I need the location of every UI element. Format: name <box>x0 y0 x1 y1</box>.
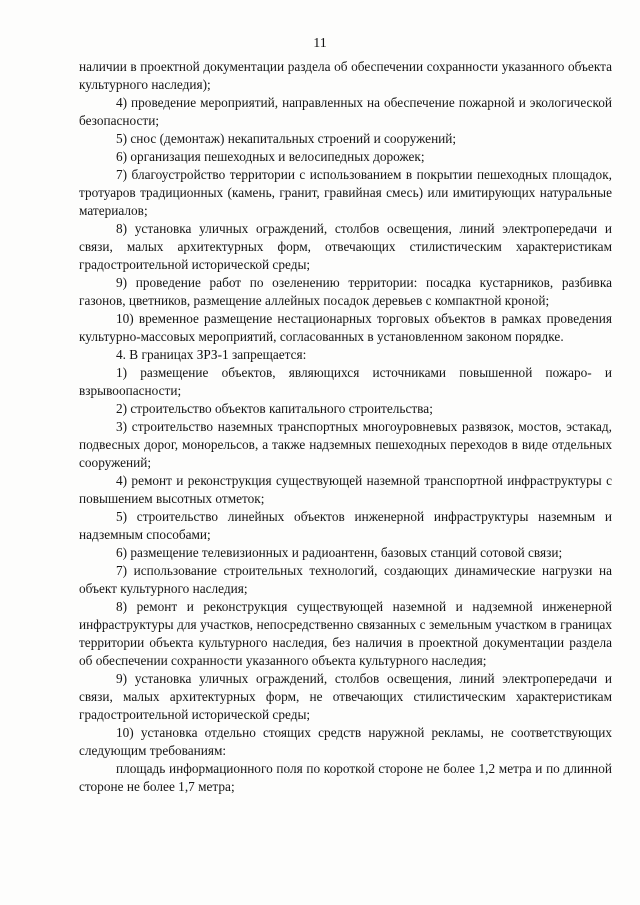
paragraph: 6) размещение телевизионных и радиоантенн, базовых станций сотовой связи; <box>116 545 563 560</box>
paragraph: 5) строительство линейных объектов инженерной инфраструктуры наземным и надземным способами; <box>79 509 612 542</box>
paragraph: 3) строительство наземных транспортных многоуровневых развязок, мостов, эстакад, подвесных дорог, монорельсов, а также надземных пешеходных переходов в виде отдельных сооружений; <box>79 419 612 470</box>
paragraph: 2) строительство объектов капитального строительства; <box>116 401 433 416</box>
paragraph: 7) благоустройство территории с использованием в покрытии пешеходных площадок, тротуаров традиционных (камень, гранит, гравийная смесь) или имитирующих натуральные материалов; <box>79 167 612 218</box>
paragraph: 5) снос (демонтаж) некапитальных строений и сооружений; <box>116 131 457 146</box>
paragraph: 9) установка уличных ограждений, столбов освещения, линий электропередачи и связи, малых архитектурных форм, не отвечающих стилистическим характеристикам градостроительной исторической среды; <box>79 671 612 722</box>
paragraph: 1) размещение объектов, являющихся источниками повышенной пожаро- и взрывоопасности; <box>79 365 612 398</box>
paragraph: 8) ремонт и реконструкция существующей наземной и надземной инженерной инфраструктуры для участков, непосредственно связанных с земельным участком в границах территории объекта культурного наследия, без наличия в проектной документации раздела об обеспечении сохранности указанного объекта культурного наследия; <box>79 599 612 668</box>
paragraph: 4) проведение мероприятий, направленных на обеспечение пожарной и экологической безопасности; <box>79 95 612 128</box>
paragraph: 10) временное размещение нестационарных торговых объектов в рамках проведения культурно-массовых мероприятий, согласованных в установленном законом порядке. <box>79 311 612 344</box>
paragraph: 4. В границах ЗРЗ-1 запрещается: <box>116 347 307 362</box>
page-number: 11 <box>313 36 327 51</box>
document-body <box>79 58 612 796</box>
paragraph: 9) проведение работ по озеленению территории: посадка кустарников, разбивка газонов, цветников, размещение аллейных посадок деревьев с компактной кроной; <box>79 275 612 308</box>
paragraph: 8) установка уличных ограждений, столбов освещения, линий электропередачи и связи, малых архитектурных форм, отвечающих стилистическим характеристикам градостроительной исторической среды; <box>79 221 612 272</box>
paragraph: 6) организация пешеходных и велосипедных дорожек; <box>116 149 425 164</box>
paragraph: 10) установка отдельно стоящих средств наружной рекламы, не соответствующих следующим требованиям: <box>79 725 612 758</box>
paragraph: площадь информационного поля по короткой стороне не более 1,2 метра и по длинной стороне не более 1,7 метра; <box>79 761 612 794</box>
paragraph: 4) ремонт и реконструкция существующей наземной транспортной инфраструктуры с повышением высотных отметок; <box>79 473 612 506</box>
paragraph: 7) использование строительных технологий, создающих динамические нагрузки на объект культурного наследия; <box>79 563 612 596</box>
paragraph: наличии в проектной документации раздела об обеспечении сохранности указанного объекта культурного наследия); <box>79 59 612 92</box>
